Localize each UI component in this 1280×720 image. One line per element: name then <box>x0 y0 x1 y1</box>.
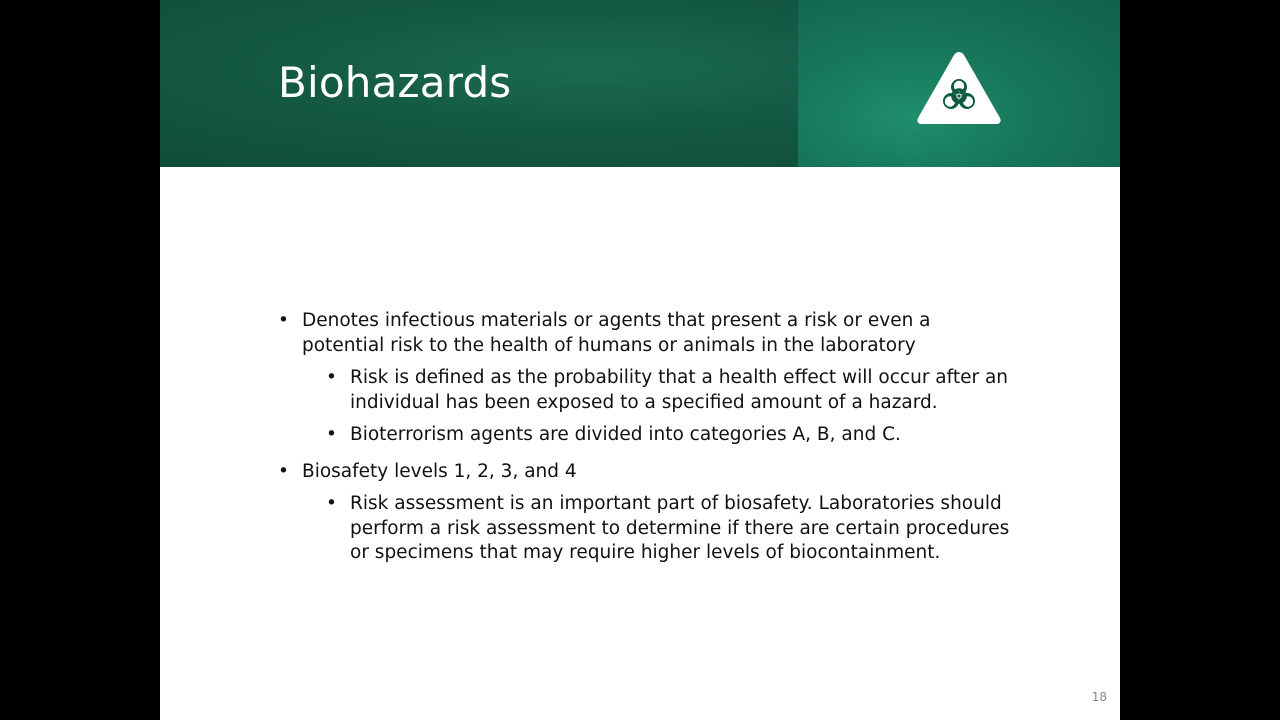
slide <box>160 0 1120 720</box>
bullet-text: Denotes infectious materials or agents that present a risk or even a potential risk to the health of humans or animals in the laboratory <box>302 310 931 356</box>
sub-bullet-item <box>278 492 1018 566</box>
bullet-marker: • <box>278 460 289 482</box>
sub-bullet-text: Risk is defined as the probability that a health effect will occur after an individual has been exposed to a specified amount of a hazard. <box>350 367 1009 413</box>
sub-bullet-item <box>278 423 1018 448</box>
bullet-item <box>278 309 1018 358</box>
bullet-marker: • <box>278 310 289 331</box>
sub-bullet-item <box>278 366 1018 415</box>
slide-number: 18 <box>1091 690 1107 704</box>
sub-bullet-marker: • <box>326 493 337 514</box>
bullet-text: Biosafety levels 1, 2, 3, and 4 <box>302 460 577 482</box>
slide-header <box>160 0 1120 167</box>
sub-bullet-text: Risk assessment is an important part of biosafety. Laboratories should perform a risk assessment to determine if there are certain procedures or specimens that may require higher levels of biocontainment. <box>350 493 1010 563</box>
slide-title: Biohazards <box>278 58 512 107</box>
bullet-item <box>278 460 1018 485</box>
sub-bullet-marker: • <box>326 424 337 445</box>
biohazard-warning-icon <box>914 48 1004 128</box>
bullet-list <box>278 309 1018 574</box>
sub-bullet-marker: • <box>326 367 337 388</box>
sub-bullet-text: Bioterrorism agents are divided into categories A, B, and C. <box>350 424 901 445</box>
